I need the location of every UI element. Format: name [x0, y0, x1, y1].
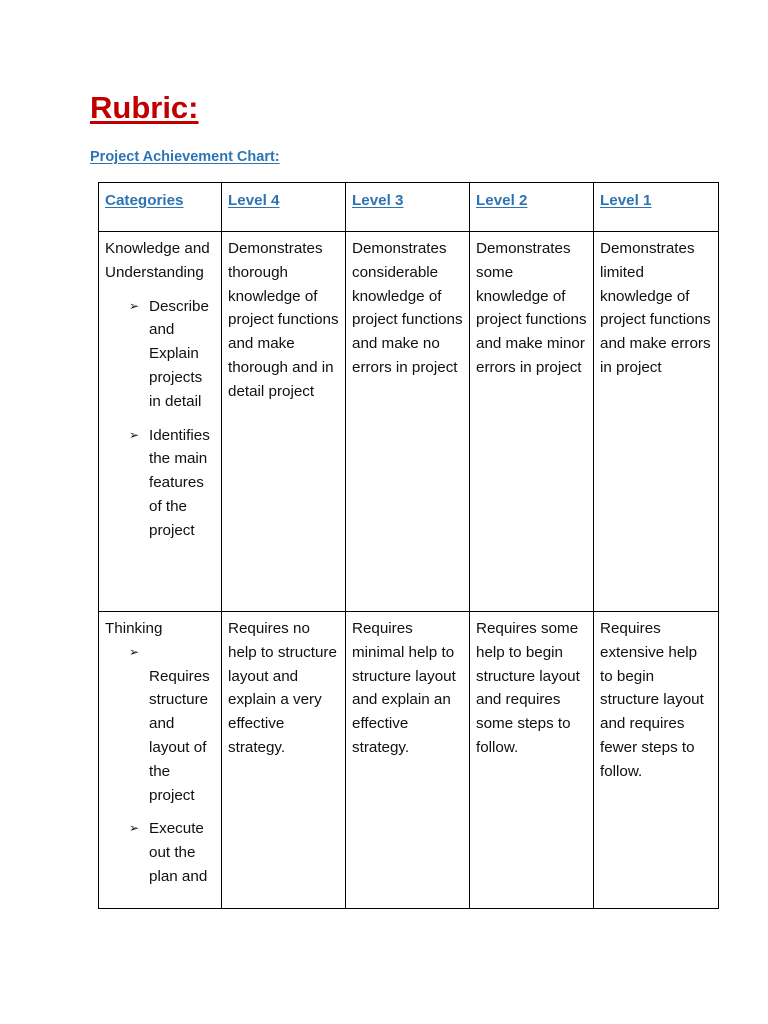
arrowhead-bullet-icon: ➢ — [129, 427, 140, 442]
criterion-text: Execute out the plan and — [149, 820, 208, 885]
level-1-cell — [594, 232, 719, 612]
category-label: Thinking — [105, 620, 163, 637]
category-label: Knowledge and Understanding — [105, 240, 210, 281]
descriptor-text: Demonstrates thorough knowledge of project functions and make thorough and in detail project — [228, 240, 348, 400]
header-level-3: Level 3 — [346, 183, 470, 232]
list-item — [105, 295, 215, 414]
level-2-cell — [470, 232, 594, 612]
list-item — [105, 817, 215, 888]
level-1-cell — [594, 612, 719, 909]
criterion-text: Identifies the main features of the project — [149, 426, 210, 539]
criteria-list — [105, 641, 215, 889]
arrowhead-bullet-icon: ➢ — [129, 298, 140, 313]
level-4-cell — [222, 232, 346, 612]
descriptor-text: Requires extensive help to begin structure layout and requires fewer steps to follow. — [600, 620, 704, 780]
level-2-cell — [470, 612, 594, 909]
descriptor-text: Requires minimal help to structure layout and explain an effective strategy. — [352, 620, 456, 756]
header-level-4: Level 4 — [222, 183, 346, 232]
descriptor-text: Demonstrates considerable knowledge of project functions and make no errors in project — [352, 240, 463, 376]
arrowhead-bullet-icon: ➢ — [129, 644, 140, 659]
descriptor-text: Demonstrates some knowledge of project functions and make minor errors in project — [476, 240, 587, 376]
level-4-cell — [222, 612, 346, 909]
level-3-cell — [346, 612, 470, 909]
descriptor-text: Requires no help to structure layout and explain a very effective strategy. — [228, 620, 337, 756]
arrowhead-bullet-icon: ➢ — [129, 821, 140, 836]
table-row-knowledge — [99, 232, 719, 612]
header-categories: Categories — [99, 183, 222, 232]
rubric-table — [98, 182, 719, 909]
criterion-text: Describe and Explain projects in detail — [149, 297, 209, 410]
list-item — [105, 641, 215, 808]
table-row-thinking — [99, 612, 719, 909]
chart-subtitle: Project Achievement Chart: — [90, 149, 280, 165]
category-cell — [99, 232, 222, 612]
criteria-list — [105, 295, 215, 543]
list-item — [105, 424, 215, 543]
level-3-cell — [346, 232, 470, 612]
category-cell — [99, 612, 222, 909]
header-level-1: Level 1 — [594, 183, 719, 232]
header-row — [99, 183, 719, 232]
descriptor-text: Demonstrates limited knowledge of project functions and make errors in project — [600, 240, 711, 376]
descriptor-text: Requires some help to begin structure layout and requires some steps to follow. — [476, 620, 580, 756]
page-title: Rubric: — [90, 90, 199, 125]
criterion-text: Requires structure and layout of the project — [149, 667, 210, 804]
header-level-2: Level 2 — [470, 183, 594, 232]
